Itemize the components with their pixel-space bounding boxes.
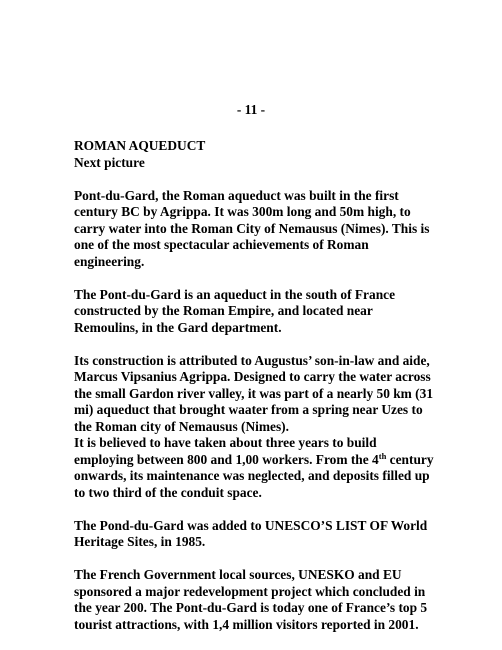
text-line-with-superscript [74,452,444,469]
document-body [74,138,444,633]
text-line: carry water into the Roman City of Nemausus (Nimes). This is [74,220,430,236]
text-line: tourist attractions, with 1,4 million visitors reported in 2001. [74,616,419,632]
text-line: constructed by the Roman Empire, and located near [74,303,373,318]
text-line: Pont-du-Gard, the Roman aqueduct was built in the first [74,187,399,203]
text-fragment: century [386,451,434,467]
text-line: one of the most spectacular achievements of Roman [74,237,369,252]
paragraph-unesco [74,518,444,551]
section-title: ROMAN AQUEDUCT [74,138,206,153]
section-heading [74,138,444,171]
paragraph-intro [74,188,444,271]
paragraph-redevelopment [74,567,444,633]
text-line: the Roman city of Nemausus (Nimes). [74,418,289,434]
text-line: onwards, its maintenance was neglected, and deposits filled up [74,468,430,483]
paragraph-construction [74,353,444,502]
text-line: The Pond-du-Gard was added to UNESCO’S LIST OF World [74,517,428,533]
superscript-ordinal: th [378,450,387,461]
page-number: - 11 - [236,102,266,117]
text-line: Its construction is attributed to Augustus’ son-in-law and aide, [74,352,430,368]
text-line: mi) aqueduct that brought waater from a spring near Uzes to [74,402,423,417]
text-line: Heritage Sites, in 1985. [74,534,206,549]
text-line: Marcus Vipsanius Agrippa. Designed to carry the water across [74,369,431,384]
text-line: engineering. [74,253,145,269]
text-line: The Pont-du-Gard is an aqueduct in the south of France [74,286,396,302]
text-fragment: employing between 800 and 1,00 workers. From the 4 [74,451,379,467]
text-line: to two third of the conduit space. [74,484,262,500]
paragraph-location [74,287,444,337]
text-line: Remoulins, in the Gard department. [74,319,282,335]
text-line: the year 200. The Pont-du-Gard is today one of France’s top 5 [74,600,428,615]
text-line: The French Government local sources, UNESKO and EU [74,567,402,582]
text-line: sponsored a major redevelopment project which concluded in [74,583,426,599]
section-subtitle: Next picture [74,154,145,170]
text-line: It is believed to have taken about three years to build [74,435,377,450]
text-line: century BC by Agrippa. It was 300m long and 50m high, to [74,204,411,219]
text-line: the small Gardon river valley, it was part of a nearly 50 km (31 [74,385,434,401]
